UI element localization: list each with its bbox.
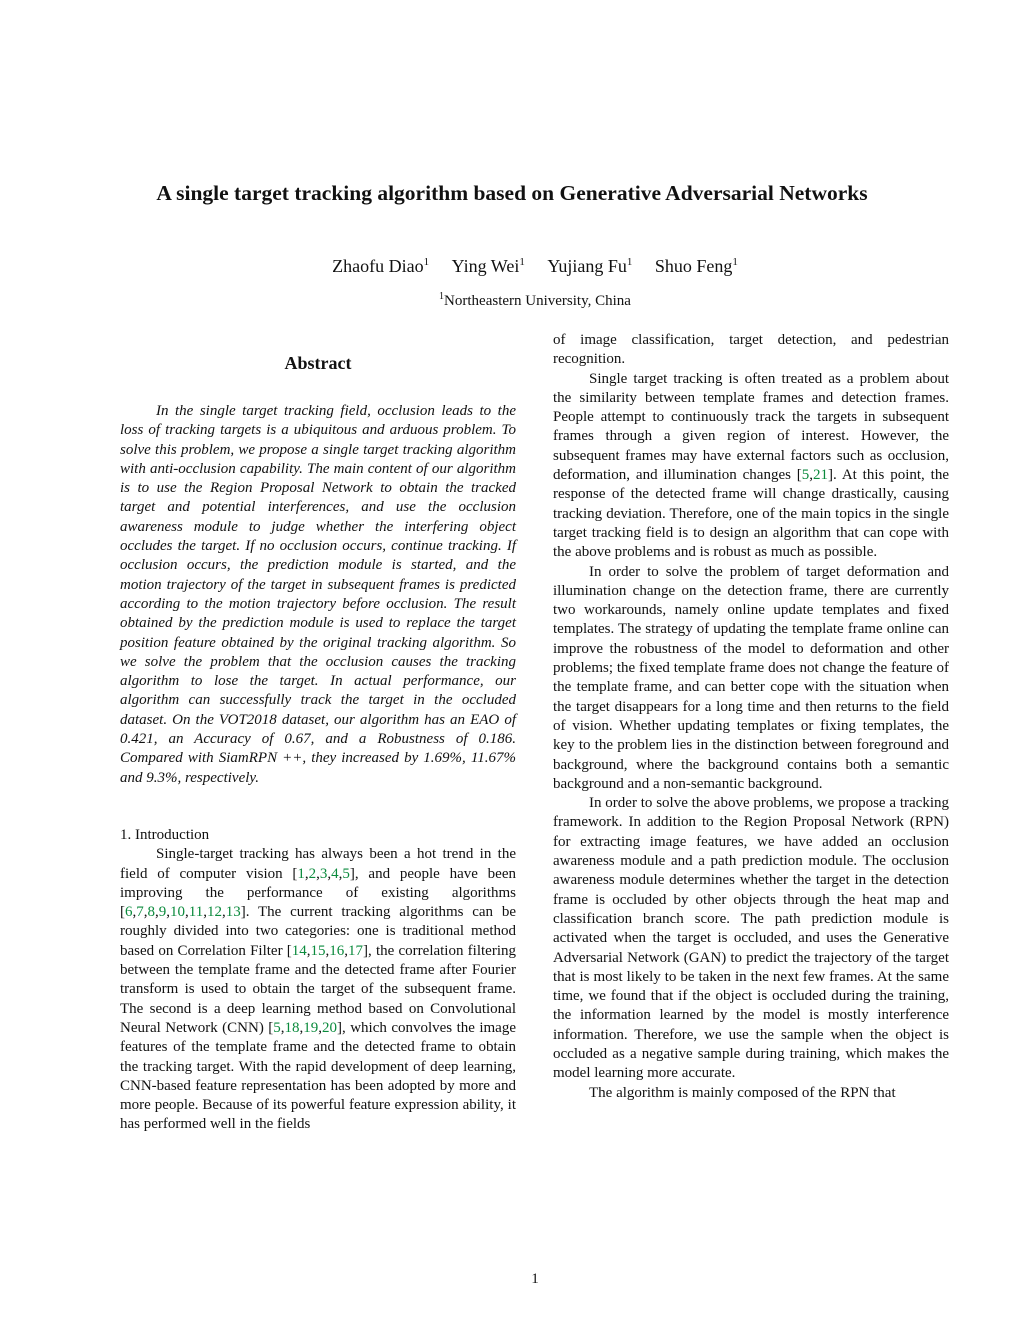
- intro-paragraph: Single-target tracking has always been a hot trend in the field of computer vision [1,2,3,4,5], and people have been improving the performance of existing algorithms [6,7,8,9,10,11,12,13]. The current tracking algorithms can be roughly divided into two categories: one is traditional method based on Correlation Filter [14,15,16,17], the correlation filtering between the template frame and the detected frame after Fourier transform is used to obtain the target of the subsequent frame. The second is a deep learning method based on Convolutional Neural Network (CNN) [5,18,19,20], which convolves the image features of the template frame and the detected frame to obtain the tracking target. With the rapid development of deep learning, CNN-based feature representation has been adopted by more and more people. Because of its powerful feature expression ability, it has performed well in the fields: [120, 846, 516, 1133]
- citation-link[interactable]: 5: [273, 1019, 281, 1036]
- affiliation-text: Northeastern University, China: [444, 293, 631, 309]
- citation-link[interactable]: 11: [188, 904, 204, 921]
- intro-text: ]. The current tracking algorithms can be roughly divided into two categories: one is traditional method based on Correlation Filter [: [120, 904, 516, 959]
- author: [547, 256, 632, 276]
- citation-link[interactable]: 1: [297, 865, 305, 882]
- body-paragraph: In order to solve the above problems, we propose a tracking framework. In addition to the Region Proposal Network (RPN) for extracting image features, we have added an occlusion awareness module and a path prediction module. The occlusion awareness module determines whether the target in the detection frame is occluded by other objects through the heat map and classification branch score. The path prediction module is activated when the target is occluded, and uses the Generative Adversarial Network (GAN) to predict the trajectory of the target that is most likely to be taken in the next few frames. At the same time, we found that if the object is occluded during the training, the information learned by the model is mostly interference information. Therefore, we use the sample when the object is occluded as a negative sample during training, which makes the model learning more accurate.: [553, 795, 949, 1082]
- intro-text: ], the correlation filtering between the template frame and the detected frame after Fourier transform is used to obtain the target of the subsequent frame. The second is a deep learning method based on Convolutional Neural Network (CNN) [: [120, 942, 516, 1036]
- author-name: Ying Wei: [451, 256, 520, 276]
- author-affil-mark: 1: [626, 256, 633, 268]
- abstract-text: In the single target tracking field, occlusion leads to the loss of tracking targets is a ubiquitous and arduous problem. To solve this problem, we propose a single target tracking algorithm with anti-occlusion capability. The main content of our algorithm is to use the Region Proposal Network to obtain the tracked target and potential interferences, and use the occlusion awareness module to judge whether the interfering object occludes the target. If no occlusion occurs, continue tracking. If occlusion occurs, the prediction module is started, and the motion trajectory of the target in subsequent frames is predicted according to the motion trajectory before occlusion. The result obtained by the prediction module is used to replace the target position feature obtained by the original tracking algorithm. So we solve the problem that the occlusion causes the tracking algorithm to lose the target. In actual performance, our algorithm can successfully track the target in the occluded dataset. On the VOT2018 dataset, our algorithm has an EAO of 0.421, an Accuracy of 0.67, and a Robustness of 0.186. Compared with SiamRPN ++, they increased by 1.69%, 11.67% and 9.3%, respectively.: [120, 403, 516, 786]
- citation-link[interactable]: 18: [284, 1019, 300, 1036]
- citation-link[interactable]: 3: [319, 865, 328, 882]
- author-affil-mark: 1: [519, 256, 525, 268]
- citation-link[interactable]: 6: [125, 904, 133, 921]
- author: [655, 256, 738, 276]
- citation-link[interactable]: 8: [147, 904, 155, 921]
- citation-link[interactable]: 7: [136, 904, 144, 921]
- author-affil-mark: 1: [732, 256, 738, 268]
- body-paragraph: The algorithm is mainly composed of the RPN that: [589, 1084, 896, 1101]
- citation-link[interactable]: 17: [348, 942, 364, 959]
- affiliation-mark: 1: [439, 291, 445, 302]
- citation-link[interactable]: 13: [225, 904, 241, 921]
- right-column: [553, 331, 949, 1103]
- author-name: Shuo Feng: [654, 256, 733, 276]
- left-column: [120, 346, 516, 1135]
- author-name: Zhaofu Diao: [332, 256, 424, 276]
- citation-link[interactable]: 2: [308, 865, 317, 882]
- intro-text: Single-target tracking has always been a hot trend in the field of computer vision [: [120, 846, 516, 882]
- citation-link[interactable]: 5: [342, 865, 350, 882]
- body-paragraph: In order to solve the problem of target deformation and illumination change on the detection frame, there are currently two workarounds, namely online update templates and fixed templates. The strategy of updating the template frame online can improve the robustness of the model to deformation and other problems; the fixed template frame does not change the feature of the template frame, and can better cope with the situation when the target disappears for a long time and then returns to the field of vision. Whether updating templates or fixing templates, the key to the problem lies in the distinction between foreground and background, where the background contains both a semantic background and a non-semantic background.: [553, 563, 949, 792]
- citation-link[interactable]: 16: [329, 942, 345, 959]
- citation-link[interactable]: 20: [322, 1019, 338, 1036]
- intro-text: ], which convolves the image features of the template frame and the detected frame to obtain the tracking target. With the rapid development of deep learning, CNN-based feature representation has been adopted by more and more people. Because of its powerful feature expression ability, it has performed well in the fields: [120, 1019, 516, 1133]
- author-name: Yujiang Fu: [547, 256, 627, 276]
- section-heading-introduction: 1. Introduction: [120, 826, 210, 843]
- body-paragraph: Single target tracking is often treated as a problem about the similarity between template frames and detection frames. People attempt to continuously track the targets in subsequent frames through a given region of interest. However, the subsequent frames may have external factors such as occlusion, deformation, and illumination changes [5,21]. At this point, the response of the detected frame will change drastically, causing tracking deviation. Therefore, one of the main topics in the single target tracking field is to design an algorithm that can cope with the above problems and is robust as much as possible.: [553, 370, 949, 561]
- citation-link[interactable]: 21: [813, 467, 829, 484]
- citation-link[interactable]: 4: [331, 865, 339, 882]
- body-text: ]. At this point, the response of the detected frame will change drastically, causing tracking deviation. Therefore, one of the main topics in the single target tracking field is to design an algorithm that can cope with the above problems and is robust as much as possible.: [553, 467, 949, 561]
- paper-title: A single target tracking algorithm based on Generative Adversarial Networks: [156, 181, 868, 205]
- author-affil-mark: 1: [423, 256, 430, 268]
- body-paragraph: of image classification, target detection, and pedestrian recognition.: [553, 332, 949, 368]
- affiliation: [0, 286, 1024, 312]
- author: [452, 256, 525, 276]
- citation-link[interactable]: 15: [310, 942, 326, 959]
- author-list: [0, 249, 1024, 279]
- abstract-heading: Abstract: [284, 353, 352, 373]
- citation-link[interactable]: 5: [801, 467, 810, 484]
- citation-link[interactable]: 10: [170, 904, 185, 921]
- intro-text: ], and people have been improving the performance of existing algorithms [: [120, 865, 516, 921]
- citation-link[interactable]: 12: [206, 904, 222, 921]
- citation-link[interactable]: 9: [158, 904, 167, 921]
- body-text: Single target tracking is often treated as a problem about the similarity between template frames and detection frames. People attempt to continuously track the targets in subsequent frames through a given region of interest. However, the subsequent frames may have external factors such as occlusion, deformation, and illumination changes [: [553, 370, 949, 484]
- citation-link[interactable]: 19: [303, 1019, 319, 1036]
- citation-link[interactable]: 14: [291, 942, 307, 959]
- page-number: 1: [531, 1271, 539, 1287]
- author: [332, 256, 429, 276]
